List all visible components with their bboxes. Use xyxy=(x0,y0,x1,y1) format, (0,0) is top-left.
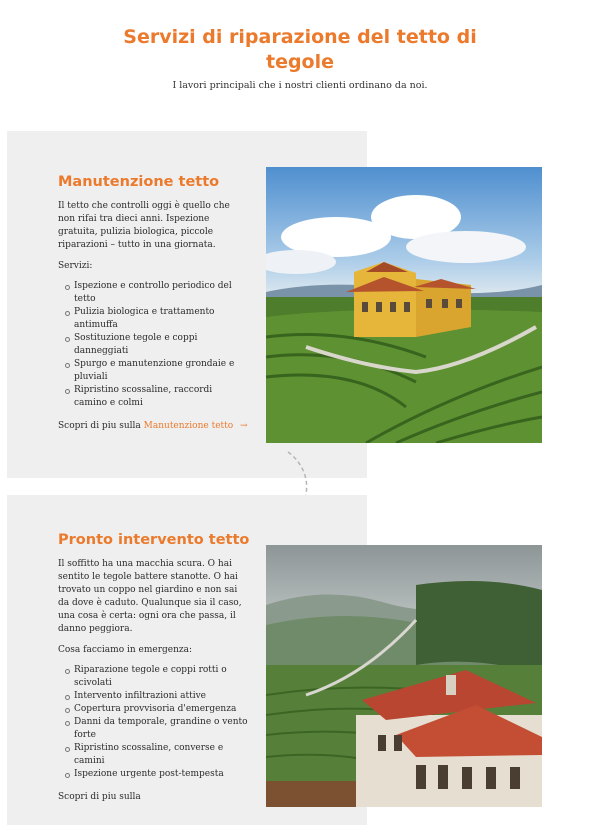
section-description: Il tetto che controlli oggi è quello che non rifai tra dieci anni. Ispezione gratuita, pulizia biologica, piccole riparazioni – tutto in una giornata. xyxy=(58,201,230,250)
list-item: Ripristino scossaline, converse e camini xyxy=(74,742,248,768)
list-item: Ispezione urgente post-tempesta xyxy=(74,768,248,781)
page-subtitle: I lavori principali che i nostri clienti ordinano da noi. xyxy=(172,79,428,91)
list-item: Riparazione tegole e coppi rotti o scivolati xyxy=(74,664,248,690)
list-item: Danni da temporale, grandine o vento forte xyxy=(74,717,248,740)
list-item: Pulizia biologica e trattamento antimuffa xyxy=(74,306,248,332)
list-item: Copertura provvisoria d'emergenza xyxy=(74,703,248,716)
villa-vineyard-photo xyxy=(266,167,542,443)
learn-more-link-maintenance[interactable]: Manutenzione tetto xyxy=(143,421,234,431)
section-title: Pronto intervento tetto xyxy=(58,532,250,548)
list-item: Ripristino scossaline, raccordi camino e colmi xyxy=(74,384,248,410)
service-list xyxy=(58,280,248,410)
villa-rainy-hills-photo xyxy=(266,545,542,807)
learn-more-prefix: Scopri di piu sulla xyxy=(58,792,141,802)
list-item: Intervento infiltrazioni attive xyxy=(74,690,248,703)
list-item: Sostituzione tegole e coppi danneggiati xyxy=(74,332,248,358)
learn-more xyxy=(58,791,248,804)
section-description: Il soffitto ha una macchia scura. O hai sentito le tegole battere stanotte. O hai trovato un coppo nel giardino e non sai da dove è caduto. Qualunque sia il caso, una cosa è certa: ogni ora che passa, il danno peggiora. xyxy=(58,559,242,634)
learn-more xyxy=(58,420,248,433)
section-maintenance xyxy=(58,172,248,433)
learn-more-prefix: Scopri di piu sulla xyxy=(58,421,141,431)
page-title xyxy=(0,25,600,75)
section-list-label: Cosa facciamo in emergenza: xyxy=(58,645,193,655)
emergency-list xyxy=(58,664,248,781)
page-title-line-2: tegole xyxy=(265,50,335,73)
page-title-line-1: Servizi di riparazione del tetto di xyxy=(123,25,477,48)
section-emergency xyxy=(58,530,248,804)
section-title: Manutenzione tetto xyxy=(58,174,220,190)
section-list-label: Servizi: xyxy=(58,261,93,271)
list-item: Spurgo e manutenzione grondaie e pluviali xyxy=(74,358,248,384)
arrow-right-icon[interactable]: → xyxy=(240,421,248,431)
list-item: Ispezione e controllo periodico del tetto xyxy=(74,280,248,306)
